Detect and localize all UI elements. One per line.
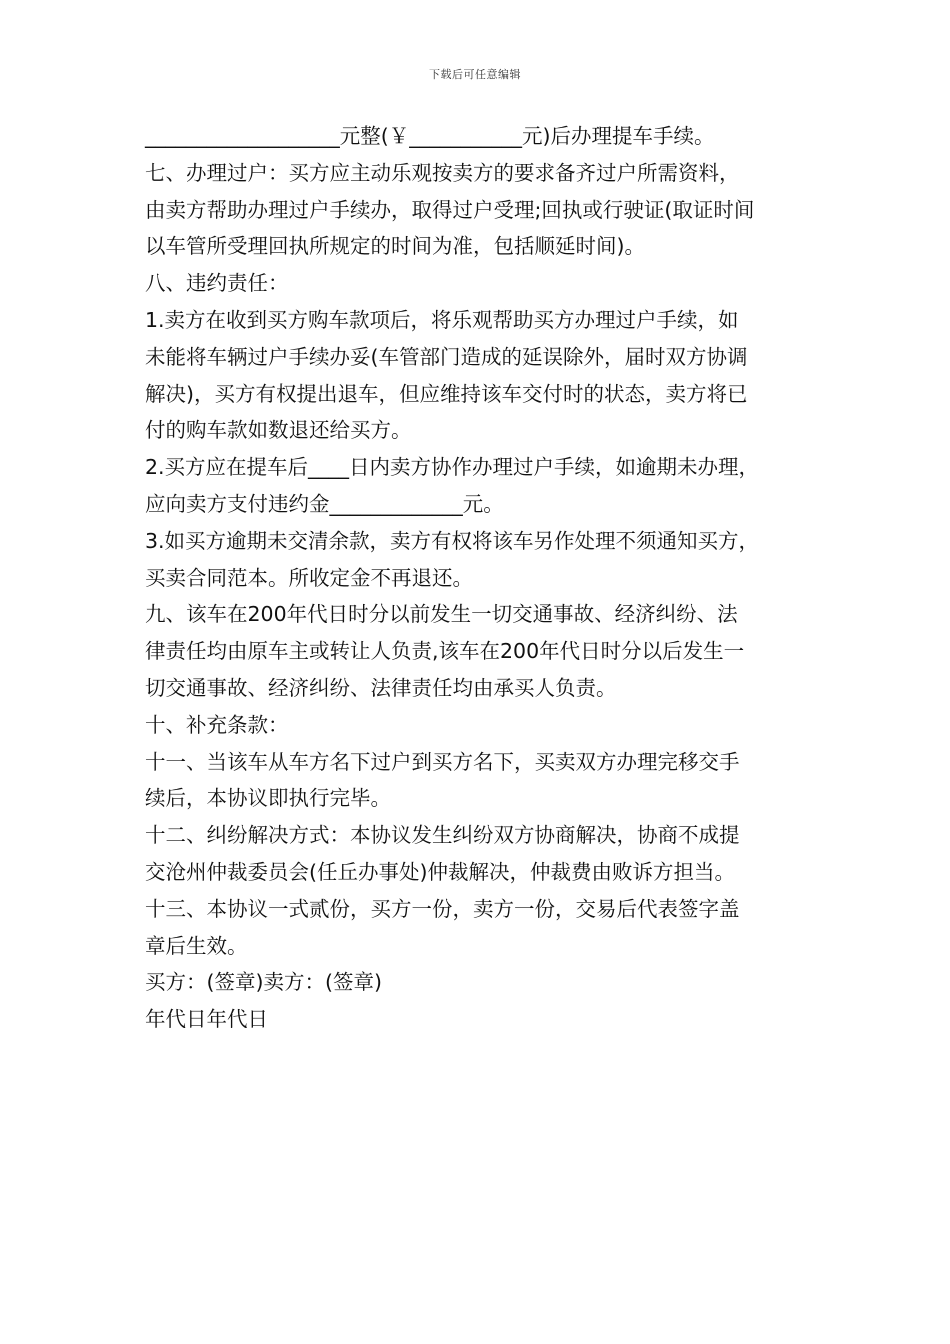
date-line: 年代日年代日	[145, 1007, 268, 1032]
text-line: 以车管所受理回执所规定的时间为准，包括顺延时间)。	[145, 234, 645, 259]
text-line: 章后生效。	[145, 933, 248, 958]
text-line: 解决)，买方有权提出退车，但应维持该车交付时的状态，卖方将已	[145, 381, 748, 406]
document-body	[145, 118, 813, 1038]
text-line: 应向卖方支付违约金_____________元。	[145, 491, 504, 516]
text-line: 未能将车辆过户手续办妥(车管部门造成的延误除外，届时双方协调	[145, 344, 748, 369]
text-line: 付的购车款如数退还给买方。	[145, 418, 412, 443]
text-line: 十三、本协议一式贰份，买方一份，卖方一份，交易后代表签字盖	[145, 896, 740, 921]
page-header: 下载后可任意编辑	[429, 68, 521, 81]
text-line: 七、办理过户：买方应主动乐观按卖方的要求备齐过户所需资料，	[145, 160, 740, 185]
text-line: 九、该车在200年代日时分以前发生一切交通事故、经济纠纷、法	[145, 602, 738, 627]
text-line: 续后，本协议即执行完毕。	[145, 786, 391, 811]
signature-line: 买方：(签章)卖方：(签章)	[145, 970, 382, 995]
section-heading: 十、补充条款：	[145, 712, 289, 737]
section-heading: 八、违约责任：	[145, 271, 289, 296]
text-line: 买卖合同范本。所收定金不再退还。	[145, 565, 473, 590]
text-line: 3.如买方逾期未交清余款，卖方有权将该车另作处理不须通知买方，	[145, 528, 760, 553]
text-line: 十二、纠纷解决方式：本协议发生纠纷双方协商解决，协商不成提	[145, 823, 740, 848]
text-line: 由卖方帮助办理过户手续办，取得过户受理;回执或行驶证(取证时间	[145, 197, 755, 222]
text-line: ___________________元整(￥___________元)后办理提车手续。	[145, 124, 715, 148]
text-line: 交沧州仲裁委员会(任丘办事处)仲裁解决，仲裁费由败诉方担当。	[145, 859, 735, 884]
text-line: 十一、当该车从车方名下过户到买方名下，买卖双方办理完移交手	[145, 749, 740, 774]
text-line: 切交通事故、经济纠纷、法律责任均由承买人负责。	[145, 675, 617, 700]
text-line: 律责任均由原车主或转让人负责,该车在200年代日时分以后发生一	[145, 639, 745, 664]
text-line: 1.卖方在收到买方购车款项后，将乐观帮助买方办理过户手续，如	[145, 307, 739, 332]
text-line: 2.买方应在提车后____日内卖方协作办理过户手续，如逾期未办理，	[145, 455, 760, 480]
